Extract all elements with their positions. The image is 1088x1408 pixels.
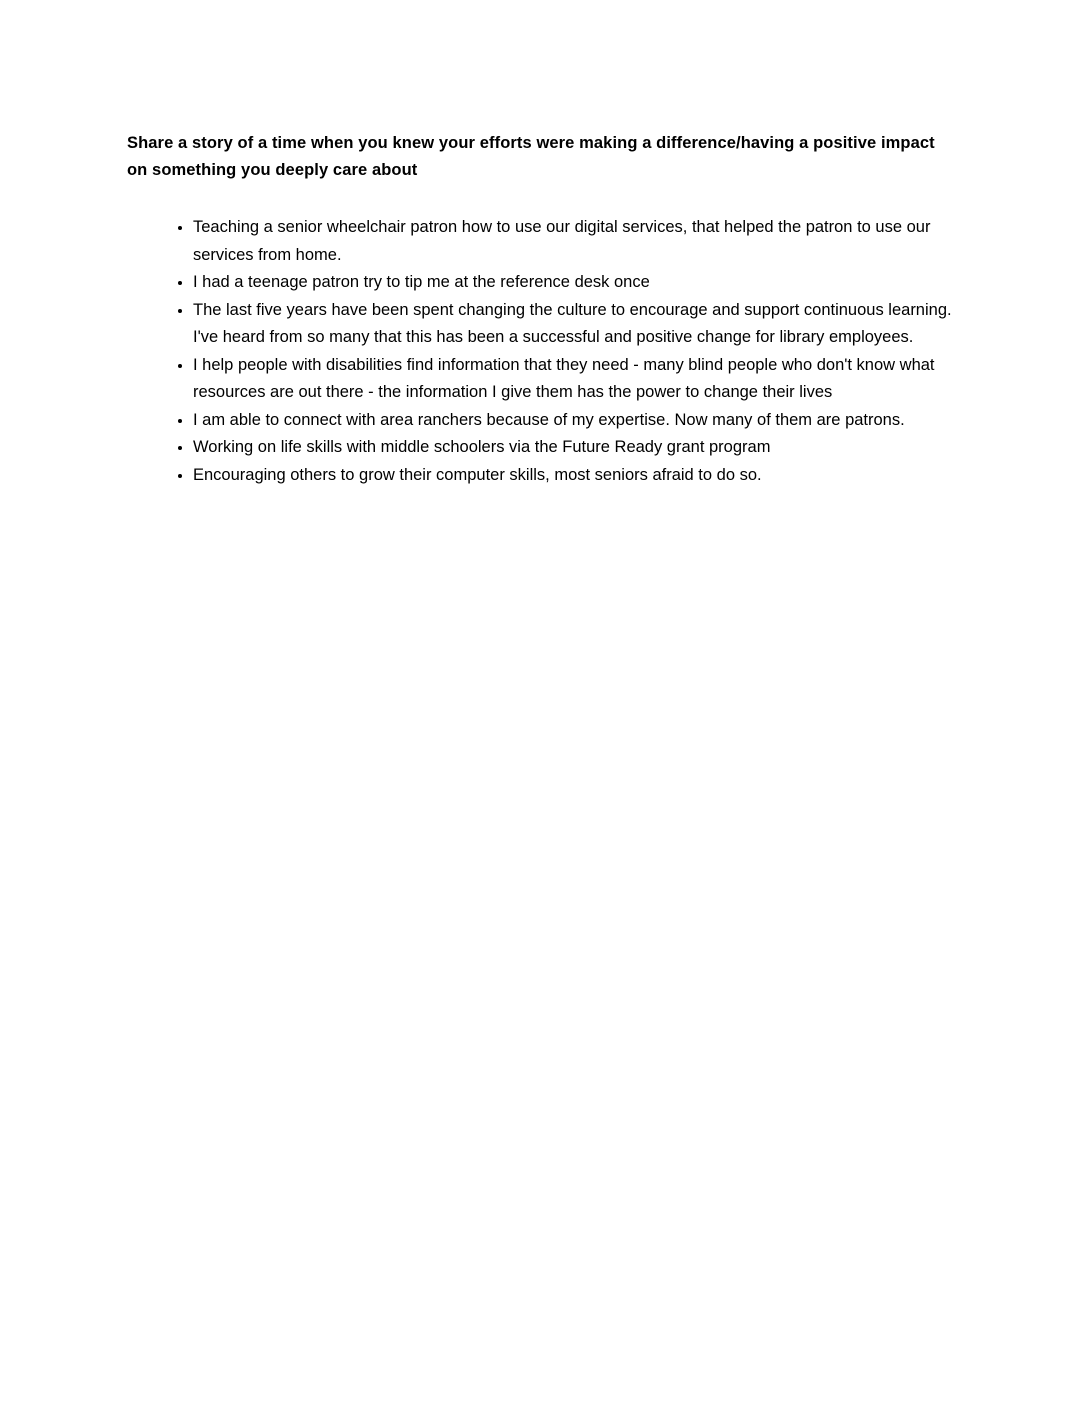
list-item: • Working on life skills with middle schoolers via the Future Ready grant program [193, 434, 958, 462]
list-item: • I help people with disabilities find information that they need - many blind people who don't know what resources are out there - the information I give them has the power to change their lives [193, 352, 958, 407]
bullet-list [127, 214, 958, 489]
list-item: • I had a teenage patron try to tip me at the reference desk once [193, 269, 958, 297]
list-item: • Teaching a senior wheelchair patron how to use our digital services, that helped the patron to use our services from home. [193, 214, 958, 269]
document-heading: Share a story of a time when you knew your efforts were making a difference/having a positive impact on something you deeply care about [127, 134, 935, 179]
list-item: • The last five years have been spent changing the culture to encourage and support continuous learning. I've heard from so many that this has been a successful and positive change for library employees. [193, 297, 958, 352]
list-item: • Encouraging others to grow their computer skills, most seniors afraid to do so. [193, 462, 958, 490]
list-item: • I am able to connect with area ranchers because of my expertise. Now many of them are patrons. [193, 407, 958, 435]
